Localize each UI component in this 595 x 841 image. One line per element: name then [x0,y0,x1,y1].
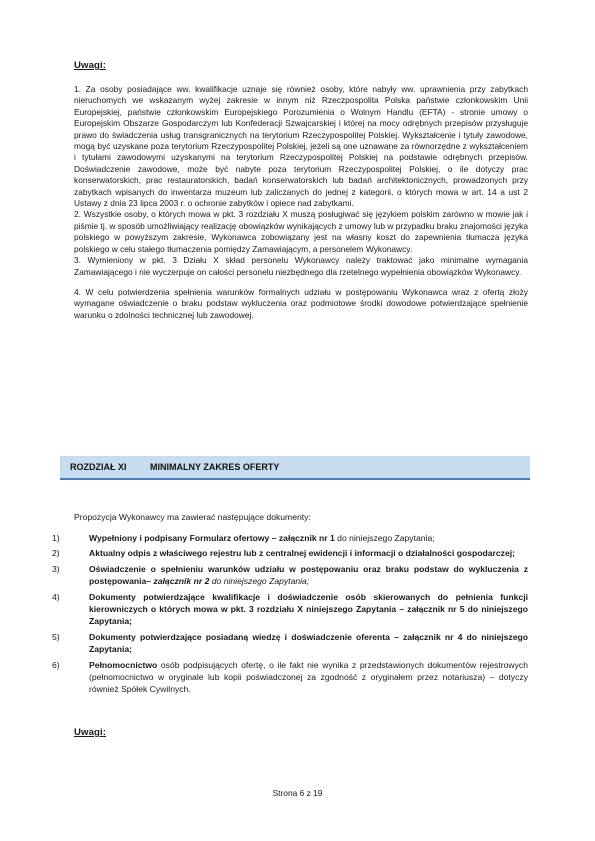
document-item-text: osób podpisujących ofertę, o ile fakt nie wynika z przedstawionych dokumentów rejestrowych (pełnomocnictwo w oryginale lub kopii poświadczonej za zgodność z oryginałem przez notariusza) – dotyczy również Spółek Cywilnych. [89,659,528,695]
document-item [52,659,528,696]
documents-list [52,532,528,699]
note-paragraph-3: 3. Wymieniony w pkt. 3 Działu X skład personelu Wykonawcy należy traktować jako minimalne wymagania Zamawiającego i nie wyczerpuje on całości personelu niezbędnego dla rzetelnego wypełnienia obowiązków Wykonawcy. [74,255,528,277]
document-item-number: 3) [52,563,60,574]
section-title: MINIMALNY ZAKRES OFERTY [150,462,280,472]
document-item-text: Oświadczenie o spełnieniu warunków udziału w postępowaniu oraz braku podstaw do wykluczenia z postępowania– [89,563,528,587]
document-item-number: 2) [52,548,60,559]
notes-heading-2: Uwagi: [74,727,107,738]
documents-intro: Propozycja Wykonawcy ma zawierać następujące dokumenty: [74,512,311,522]
section-header-bar [60,456,530,480]
document-item-text: Aktualny odpis z właściwego rejestru lub z centralnej ewidencji i informacji o działalności gospodarczej; [89,548,515,559]
document-item-text: Dokumenty potwierdzające posiadaną wiedzę i doświadczenie oferenta – załącznik nr 4 do niniejszego Zapytania; [89,631,528,655]
document-item [52,532,528,544]
document-item [52,563,528,588]
document-item-text: załącznik nr 2 [153,576,210,587]
document-item [52,631,528,656]
note-paragraph-4: 4. W celu potwierdzenia spełnienia warunków formalnych udziału w postępowaniu Wykonawca wraz z ofertą złoży wymagane oświadczenie o braku podstaw wykluczenia oraz podmiotowe środki dowodowe potwierdzające spełnienie warunku o zdolności technicznej lub zawodowej. [74,286,528,320]
document-item-text: Pełnomocnictwo [89,659,158,670]
document-item-text: do niniejszego Zapytania; [209,576,310,587]
document-item-text: Wypełniony i podpisany Formularz ofertowy – załącznik nr 1 [89,533,335,543]
document-item [52,547,528,559]
note-paragraph-1: 1. Za osoby posiadające ww. kwalifikacje uznaje się również osoby, które nabyły ww. uprawnienia przy zabytkach nieruchomych we wskazanym wyżej zakresie w innym niż Rzeczpospolita Polska państwie członkowskim Unii Europejskiej, państwie członkowskim Europejskiego Porozumienia o Wolnym Handlu (EFTA) - stronie umowy o Europejskim Obszarze Gospodarczym lub Konfederacji Szwajcarskiej i której na mocy odrębnych przepisów przysługuje prawo do świadczenia usług transgranicznych na terytorium Rzeczypospolitej Polskiej. Wykształcenie i tytuły zawodowe, mogą być uzyskane poza terytorium Rzeczypospolitej Polskiej, jeżeli są one uznawane za równorzędne z wykształceniem i tytułami zawodowymi uzyskanymi na terytorium Rzeczypospolitej Polskiej na podstawie odrębnych przepisów. Doświadczenie zawodowe, może być nabyte poza terytorium Rzeczypospolitej Polskiej, o ile dotyczy prac konserwatorskich, prac restauratorskich, badań konserwatorskich lub badań architektonicznych, prowadzonych przy zabytkach wpisanych do inwentarza muzeum lub zaliczanych do jednej z kategorii, o których mowa w art. 14 a ust 2 Ustawy z dnia 23 lipca 2003 r. o ochronie zabytków i opiece nad zabytkami. [74,84,528,209]
section-code: ROZDZIAŁ XI [70,462,127,472]
document-item-text: do niniejszego Zapytania; [334,533,435,543]
notes-heading: Uwagi: [74,60,107,71]
document-item [52,591,528,628]
note-paragraph-2: 2. Wszystkie osoby, o których mowa w pkt. 3 rozdziału X muszą posługiwać się językiem polskim zarówno w mowie jak i piśmie tj. w sposób umożliwiający realizację obowiązków wynikających z umowy lub w przypadku braku znajomości języka polskiego w powyższym zakresie, Wykonawca zobowiązany jest na własny koszt do zapewnienia tłumacza języka polskiego w celu stałego tłumaczenia pomiędzy Zamawiającym, a personelem Wykonawcy. [74,209,528,254]
page-number: Strona 6 z 19 [272,788,323,798]
document-item-number: 1) [52,533,60,543]
document-item-number: 6) [52,659,60,670]
document-item-text: Dokumenty potwierdzające kwalifikacje i doświadczenie osób skierowanych do pełnienia funkcji kierowniczych o których mowa w pkt. 3 rozdziału X niniejszego Zapytania – załącznik nr 5 do niniejszego Zapytania; [89,591,528,627]
document-item-number: 4) [52,591,60,602]
document-item-number: 5) [52,631,60,642]
notes-section [74,84,528,321]
